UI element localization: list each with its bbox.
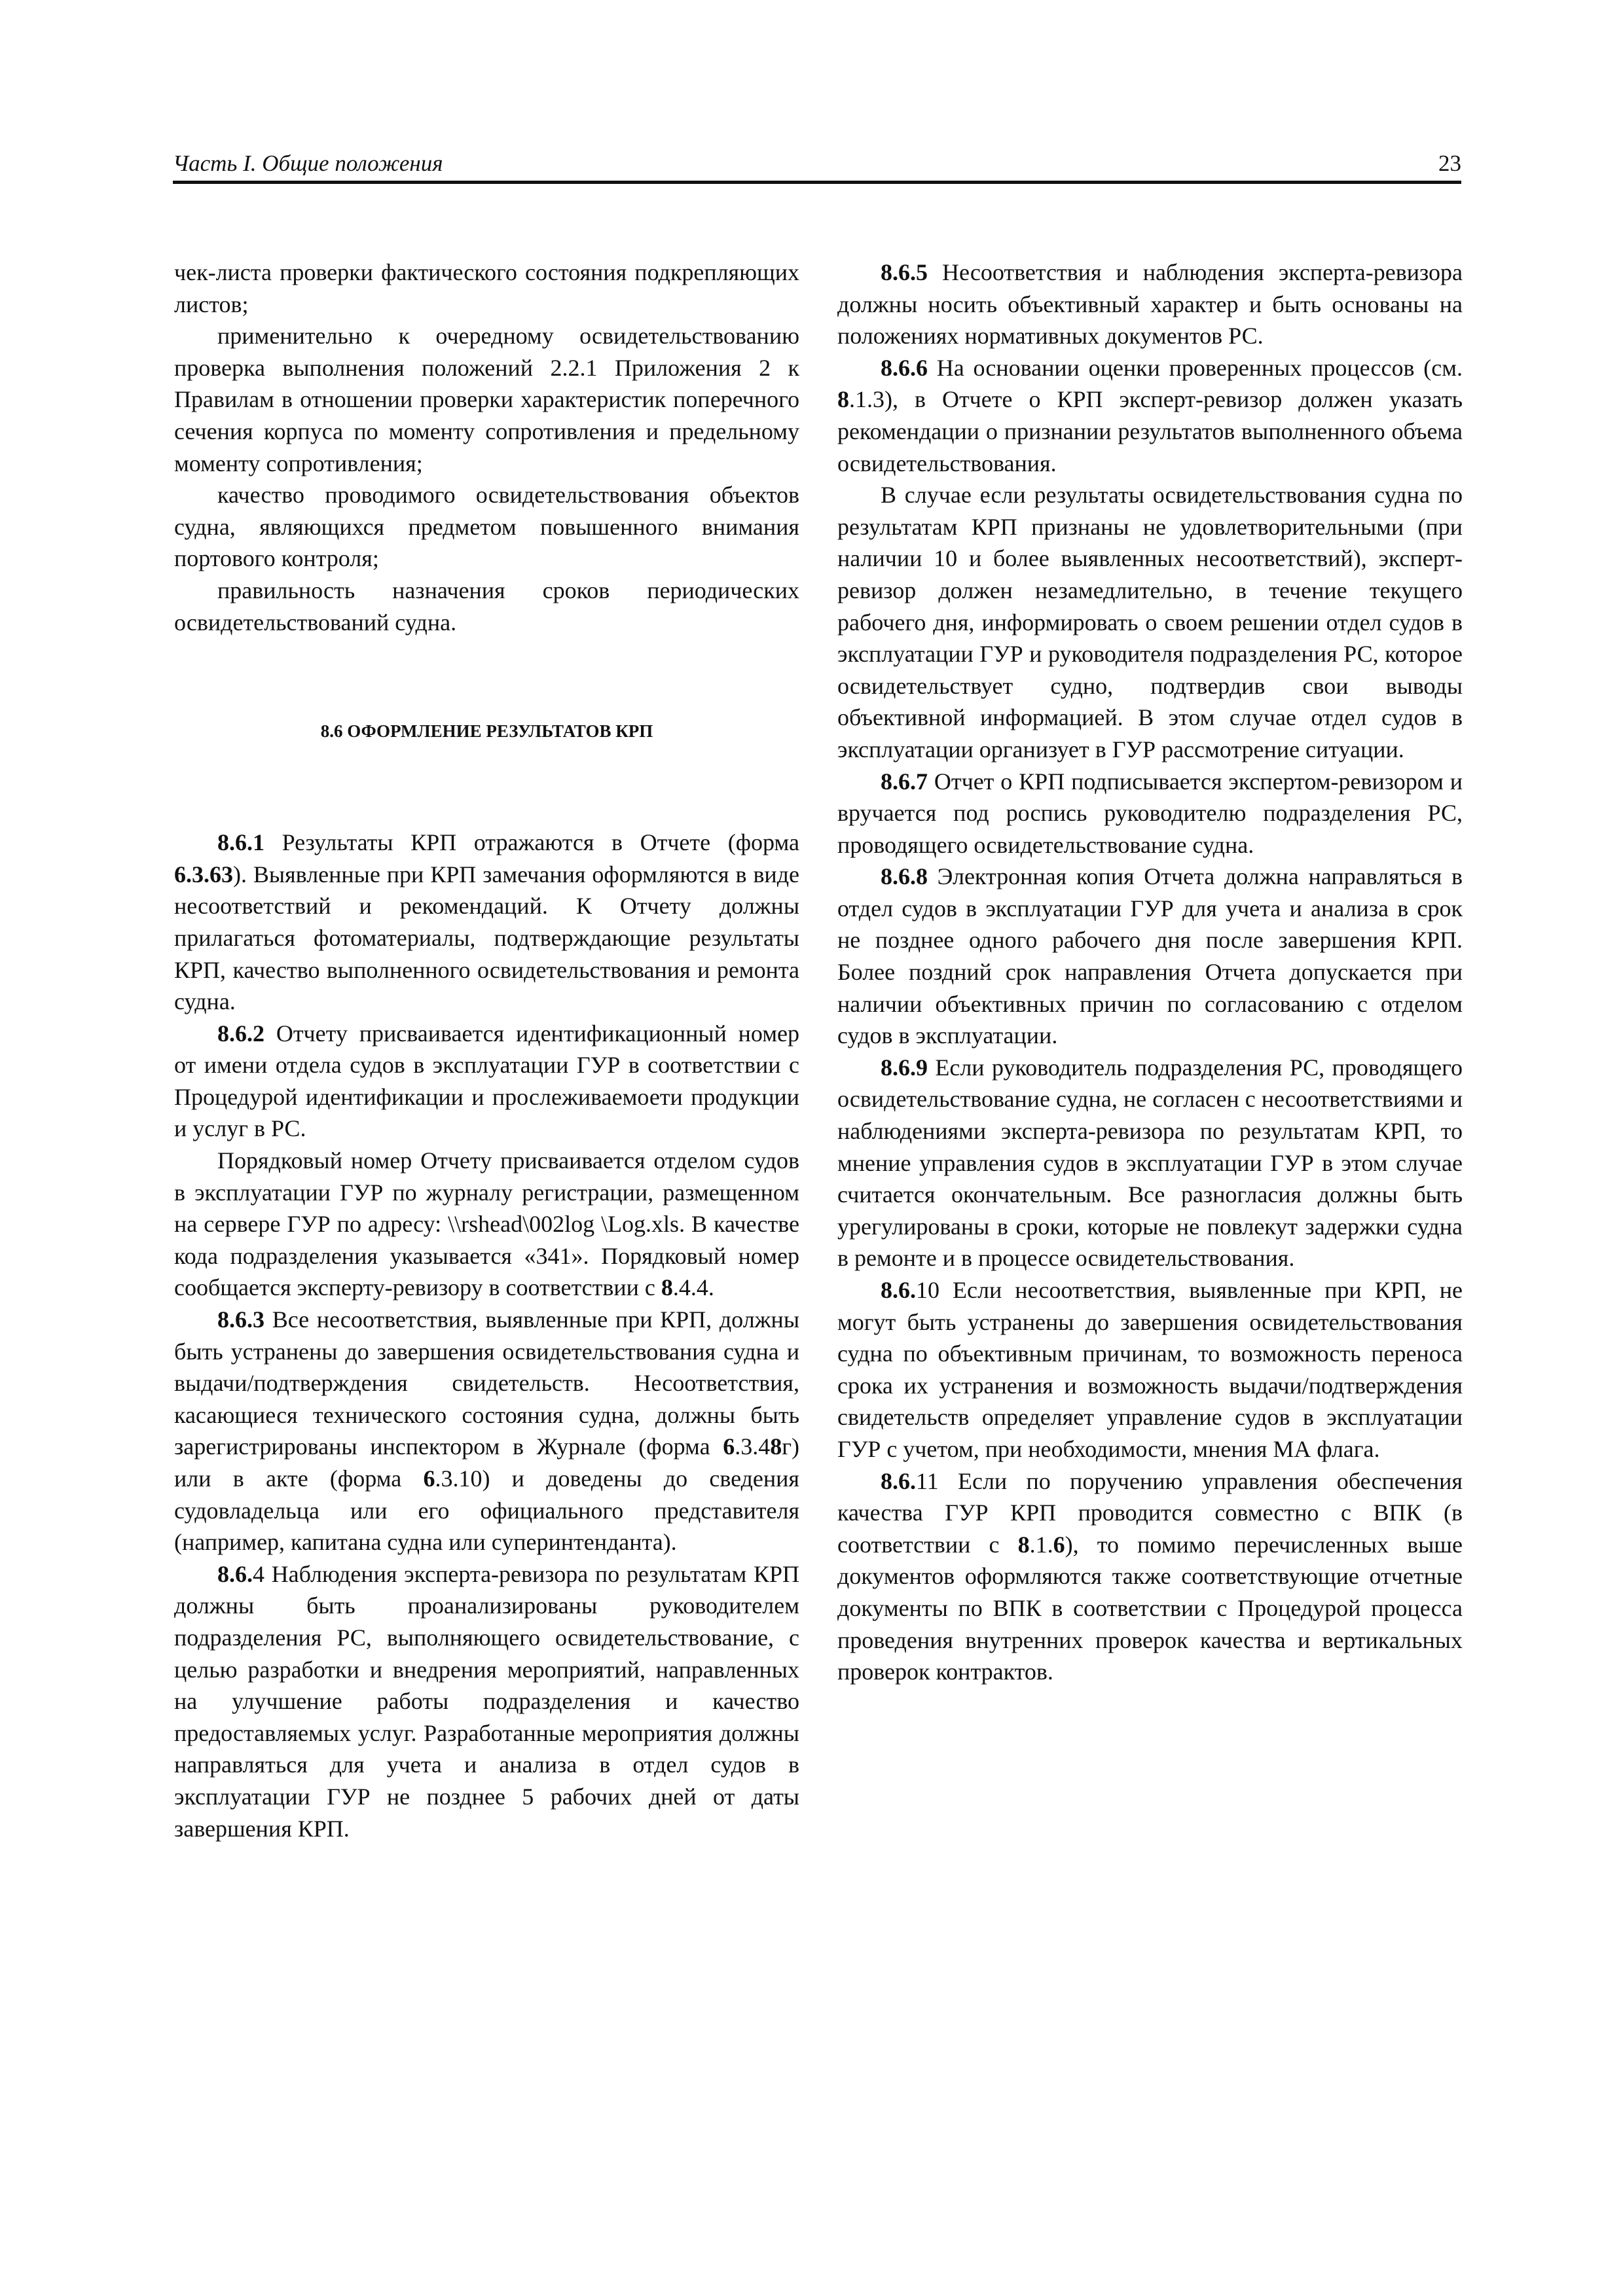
paragraph-8-6-10 [837, 1274, 1463, 1465]
clause-number: 8.6.8 [881, 863, 928, 890]
clause-number: 8.6.9 [881, 1054, 928, 1081]
clause-text: Результаты КРП отражаются в Отчете (форма [264, 829, 799, 856]
paragraph-8-6-11 [837, 1465, 1463, 1688]
section-reference: 6 [1053, 1531, 1065, 1558]
clause-text: Электронная копия Отчета должна направляться в отдел судов в эксплуатации ГУР для учета и анализа в срок не позднее одного рабочего дня после завершения КРП. Более поздний срок направления Отчета допускается при наличии объективных причин по согласованию с отделом судов в эксплуатации. [837, 863, 1463, 1049]
clause-text: .1. [1029, 1531, 1053, 1558]
paragraph: В случае если результаты освидетельствования судна по результатам КРП признаны не удовлетворительными (при наличии 10 и более выявленных несоответствий), эксперт-ревизор должен незамедлительно, в течение текущего рабочего дня, информировать о своем решении отдел судов в эксплуатации ГУР и руководителя подразделения РС, которое освидетельствует судно, подтвердив свои выводы объективной информацией. В этом случае отдел судов в эксплуатации организует в ГУР рассмотрение ситуации. [837, 482, 1463, 762]
paragraph: качество проводимого освидетельствования объектов судна, являющихся предметом повышенного внимания портового контроля; [174, 482, 799, 572]
section-heading: 8.6 ОФОРМЛЕНИЕ РЕЗУЛЬТАТОВ КРП [320, 721, 653, 742]
paragraph-8-6-7 [837, 766, 1463, 861]
clause-text: Все несоответствия, выявленные при КРП, должны быть устранены до завершения освидетельствования судна и выдачи/подтверждения свидетельств. Несоответствия, касающиеся технического состояния судна, должны быть зарегистрированы инспектором в Журнале (форма [174, 1306, 799, 1460]
paragraph: чек-листа проверки фактического состояния подкрепляющих листов; [174, 259, 799, 317]
left-column [174, 257, 799, 1844]
clause-text: .3.4 [735, 1433, 771, 1460]
paragraph-8-6-5 [837, 257, 1463, 352]
clause-text: Если руководитель подразделения РС, проводящего освидетельствование судна, не согласен с несоответствиями и наблюдениями эксперта-ревизора по результатам КРП, то мнение управления судов в эксплуатации ГУР в этом случае считается окончательным. Все разногласия должны быть урегулированы в сроки, которые не повлекут задержки судна в ремонте и в процессе освидетельствования. [837, 1054, 1463, 1272]
form-reference: 6.3.63 [174, 861, 233, 888]
paragraph-8-6-1 [174, 827, 799, 1018]
paragraph-8-6-9 [837, 1052, 1463, 1274]
paragraph [174, 1145, 799, 1304]
clause-text: .4.4. [672, 1274, 714, 1301]
clause-number: 8.6.7 [881, 768, 928, 795]
clause-text: .3.10) и доведены до сведения судовладельца или его официального представителя (например, капитана судна или суперинтенданта). [174, 1465, 799, 1556]
form-reference: 8 [770, 1433, 782, 1460]
paragraph-8-6-8 [837, 861, 1463, 1052]
running-header [173, 149, 1461, 184]
clause-text: Отчет о КРП подписывается экспертом-ревизором и вручается под роспись руководителю подразделения РС, проводящего освидетельствование судна. [837, 768, 1463, 858]
page-number: 23 [1438, 151, 1461, 176]
paragraph-8-6-4 [174, 1558, 799, 1844]
section-reference: 8 [1017, 1531, 1030, 1558]
form-reference: 6 [723, 1433, 735, 1460]
clause-number-tail: 11 [916, 1467, 939, 1494]
paragraph: правильность назначения сроков периодических освидетельствований судна. [174, 577, 799, 636]
paragraph-8-6-2 [174, 1018, 799, 1145]
paragraph-8-6-3 [174, 1304, 799, 1558]
clause-number: 8.6. [881, 1467, 916, 1494]
clause-text: Если несоответствия, выявленные при КРП, не могут быть устранены до завершения освидетельствования судна по объективным причинам, то возможность переноса срока их устранения и возможность выдачи/подтверждения свидетельств определяет управление судов в эксплуатации ГУР с учетом, при необходимости, мнения МА флага. [837, 1277, 1463, 1462]
clause-text: .1.3), в Отчете о КРП эксперт-ревизор должен указать рекомендации о признании результатов выполненного объема освидетельствования. [837, 386, 1463, 476]
clause-text: Несоответствия и наблюдения эксперта-ревизора должны носить объективный характер и быть основаны на положениях нормативных документов РС. [837, 259, 1463, 350]
clause-text: Порядковый номер Отчету присваивается отделом судов в эксплуатации ГУР по журналу регистрации, размещенном на сервере ГУР по адресу: \\rshead\002log \Log.xls. В качестве кода подразделения указывается «341». Порядковый номер сообщается эксперту-ревизору в соответствии с [174, 1147, 799, 1301]
clause-number: 8.6. [217, 1560, 253, 1587]
paragraph: применительно к очередному освидетельствованию проверка выполнения положений 2.2.1 Приложения 2 к Правилам в отношении проверки характеристик поперечного сечения корпуса по моменту сопротивления и предельному моменту сопротивления; [174, 323, 799, 476]
clause-text: На основании оценки проверенных процессов (см. [928, 354, 1463, 381]
form-reference: 6 [423, 1465, 435, 1492]
header-title: Часть I. Общие положения [173, 151, 443, 176]
clause-text: ). Выявленные при КРП замечания оформляются в виде несоответствий и рекомендаций. К Отчету должны прилагаться фотоматериалы, подтверждающие результаты КРП, качество выполненного освидетельствования и ремонта судна. [174, 861, 799, 1015]
clause-number-tail: 4 [253, 1560, 264, 1587]
clause-number: 8.6.6 [881, 354, 928, 381]
clause-number-tail: 10 [916, 1277, 939, 1303]
clause-number: 8.6.2 [217, 1020, 264, 1047]
paragraph-8-6-6 [837, 352, 1463, 479]
clause-text: Наблюдения эксперта-ревизора по результатам КРП должны быть проанализированы руководителем подразделения РС, выполняющего освидетельствование, с целью разработки и внедрения мероприятий, направленных на улучшение работы подразделения и качество предоставляемых услуг. Разработанные мероприятия должны направляться для учета и анализа в отдел судов в эксплуатации ГУР не позднее 5 рабочих дней от даты завершения КРП. [174, 1560, 799, 1842]
right-column [837, 257, 1463, 1688]
clause-text: ), то помимо перечисленных выше документов оформляются также соответствующие отчетные документы по ВПК в соответствии с Процедурой процесса проведения внутренних проверок качества и вертикальных проверок контрактов. [837, 1531, 1463, 1685]
section-reference: 8 [661, 1274, 673, 1301]
clause-number: 8.6.3 [217, 1306, 264, 1333]
clause-text: Отчету присваивается идентификационный номер от имени отдела судов в эксплуатации ГУР в соответствии с Процедурой идентификации и прослеживаемоети продукции и услуг в РС. [174, 1020, 799, 1142]
section-reference: 8 [837, 386, 849, 413]
clause-number: 8.6. [881, 1277, 916, 1303]
clause-number: 8.6.5 [881, 259, 928, 285]
clause-text: Если по поручению управления обеспечения качества ГУР КРП проводится совместно с ВПК (в соответствии с [837, 1467, 1463, 1558]
clause-text: г) или в акте (форма [174, 1433, 799, 1492]
clause-number: 8.6.1 [217, 829, 264, 856]
